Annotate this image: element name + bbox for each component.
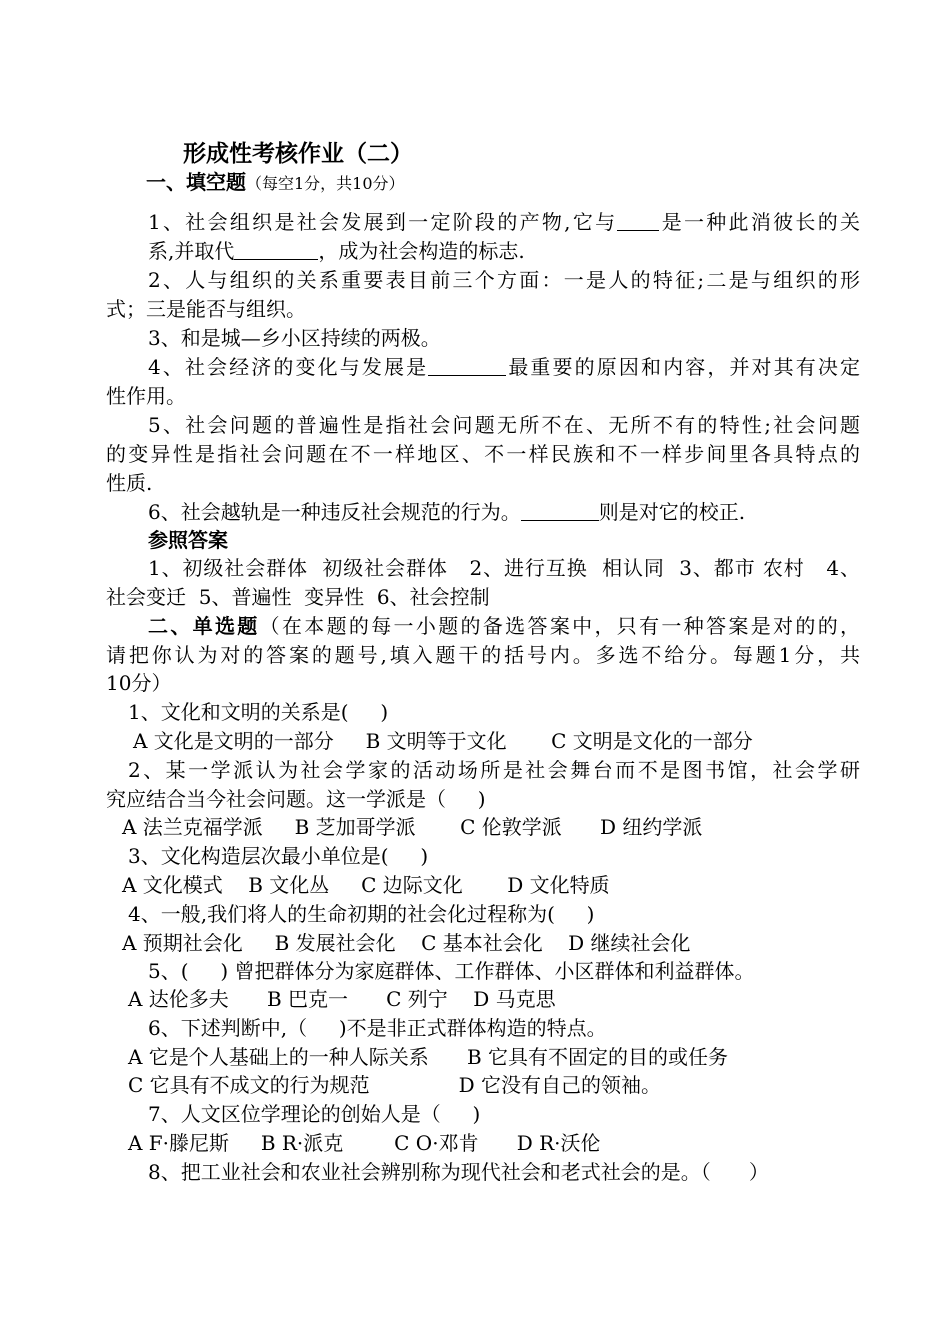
fill-q4-text-a: 4、社会经济的变化与发展是 bbox=[148, 355, 429, 379]
fill-q3: 3、和是城—乡小区持续的两极。 bbox=[148, 326, 441, 350]
fill-q5-line3: 性质. bbox=[106, 471, 153, 495]
mc-q8-stem: 8、把工业社会和农业社会辨别称为现代社会和老式社会的是。（ ） bbox=[148, 1160, 769, 1184]
fill-q1-line1 bbox=[148, 208, 860, 236]
fill-q6-text-a: 6、社会越轨是一种违反社会规范的行为。 bbox=[148, 500, 521, 524]
fill-blank bbox=[428, 355, 506, 376]
mc-q1-options: A 文化是文明的一部分 B 文明等于文化 C 文明是文化的一部分 bbox=[133, 729, 753, 753]
section2-note-l3: 10分） bbox=[106, 671, 172, 695]
fill-q1-line2 bbox=[148, 237, 525, 265]
section2-heading-line1 bbox=[148, 612, 860, 640]
answer-line2: 社会变迁 5、普遍性 变异性 6、社会控制 bbox=[106, 585, 490, 609]
section1-heading-line bbox=[146, 168, 405, 198]
fill-q4-line2: 性作用。 bbox=[106, 384, 186, 408]
section2-heading: 二、单选题 bbox=[148, 614, 260, 638]
answer-heading: 参照答案 bbox=[148, 528, 228, 552]
section2-note-l1: （在本题的每一小题的备选答案中，只有一种答案是对的的， bbox=[259, 614, 861, 638]
fill-blank bbox=[617, 210, 659, 231]
section1-note: （每空1分，共10分） bbox=[246, 174, 405, 193]
fill-q6 bbox=[148, 498, 745, 526]
section1-heading: 一、填空题 bbox=[146, 170, 246, 194]
mc-q7-options: A F·滕尼斯 B R·派克 C O·邓肯 D R·沃伦 bbox=[128, 1131, 601, 1155]
mc-q6-stem: 6、下述判断中,（ )不是非正式群体构造的特点。 bbox=[148, 1016, 607, 1040]
mc-q3-options: A 文化模式 B 文化丛 C 边际文化 D 文化特质 bbox=[122, 873, 610, 897]
mc-q2-stem-l1: 2、某一学派认为社会学家的活动场所是社会舞台而不是图书馆，社会学研 bbox=[128, 758, 860, 782]
mc-q6-options-ab: A 它是个人基础上的一种人际关系 B 它具有不固定的目的或任务 bbox=[128, 1045, 728, 1069]
document-title: 形成性考核作业（二） bbox=[183, 140, 413, 167]
fill-q2-line1: 2、人与组织的关系重要表目前三个方面：一是人的特征;二是与组织的形 bbox=[148, 268, 860, 292]
fill-q5-line2: 的变异性是指社会问题在不一样地区、不一样民族和不一样步间里各具特点的 bbox=[106, 442, 860, 466]
mc-q1-stem: 1、文化和文明的关系是( ) bbox=[128, 700, 389, 724]
mc-q5-options: A 达伦多夫 B 巴克一 C 列宁 D 马克思 bbox=[128, 987, 556, 1011]
fill-q4-text-b: 最重要的原因和内容，并对其有决定 bbox=[506, 355, 861, 379]
mc-q2-options: A 法兰克福学派 B 芝加哥学派 C 伦敦学派 D 纽约学派 bbox=[122, 815, 703, 839]
mc-q4-stem: 4、一般,我们将人的生命初期的社会化过程称为( ) bbox=[128, 902, 595, 926]
fill-q4-line1 bbox=[148, 353, 860, 381]
fill-blank bbox=[521, 500, 599, 521]
fill-blank bbox=[234, 239, 318, 260]
fill-q5-line1: 5、社会问题的普遍性是指社会问题无所不在、无所不有的特性;社会问题 bbox=[148, 413, 860, 437]
fill-q1-text-b: 是一种此消彼长的关 bbox=[659, 210, 860, 234]
answer-line1: 1、初级社会群体 初级社会群体 2、进行互换 相认同 3、都市 农村 4、 bbox=[148, 556, 860, 580]
mc-q2-stem-l2: 究应结合当今社会问题。这一学派是（ ) bbox=[106, 787, 486, 811]
mc-q4-options: A 预期社会化 B 发展社会化 C 基本社会化 D 继续社会化 bbox=[122, 931, 691, 955]
mc-q7-stem: 7、人文区位学理论的创始人是（ ) bbox=[148, 1102, 481, 1126]
fill-q1-text-c: 系,并取代 bbox=[148, 239, 235, 263]
mc-q5-stem: 5、( ) 曾把群体分为家庭群体、工作群体、小区群体和利益群体。 bbox=[148, 959, 755, 983]
mc-q6-options-cd: C 它具有不成文的行为规范 D 它没有自己的领袖。 bbox=[128, 1073, 662, 1097]
fill-q2-line2: 式；三是能否与组织。 bbox=[106, 297, 306, 321]
fill-q1-text-d: ，成为社会构造的标志. bbox=[318, 239, 525, 263]
fill-q1-text-a: 1、社会组织是社会发展到一定阶段的产物,它与 bbox=[148, 210, 618, 234]
fill-q6-text-b: 则是对它的校正. bbox=[598, 500, 746, 524]
mc-q3-stem: 3、文化构造层次最小单位是( ) bbox=[128, 844, 429, 868]
section2-note-l2: 请把你认为对的答案的题号,填入题干的括号内。多选不给分。每题1分，共 bbox=[106, 643, 860, 667]
